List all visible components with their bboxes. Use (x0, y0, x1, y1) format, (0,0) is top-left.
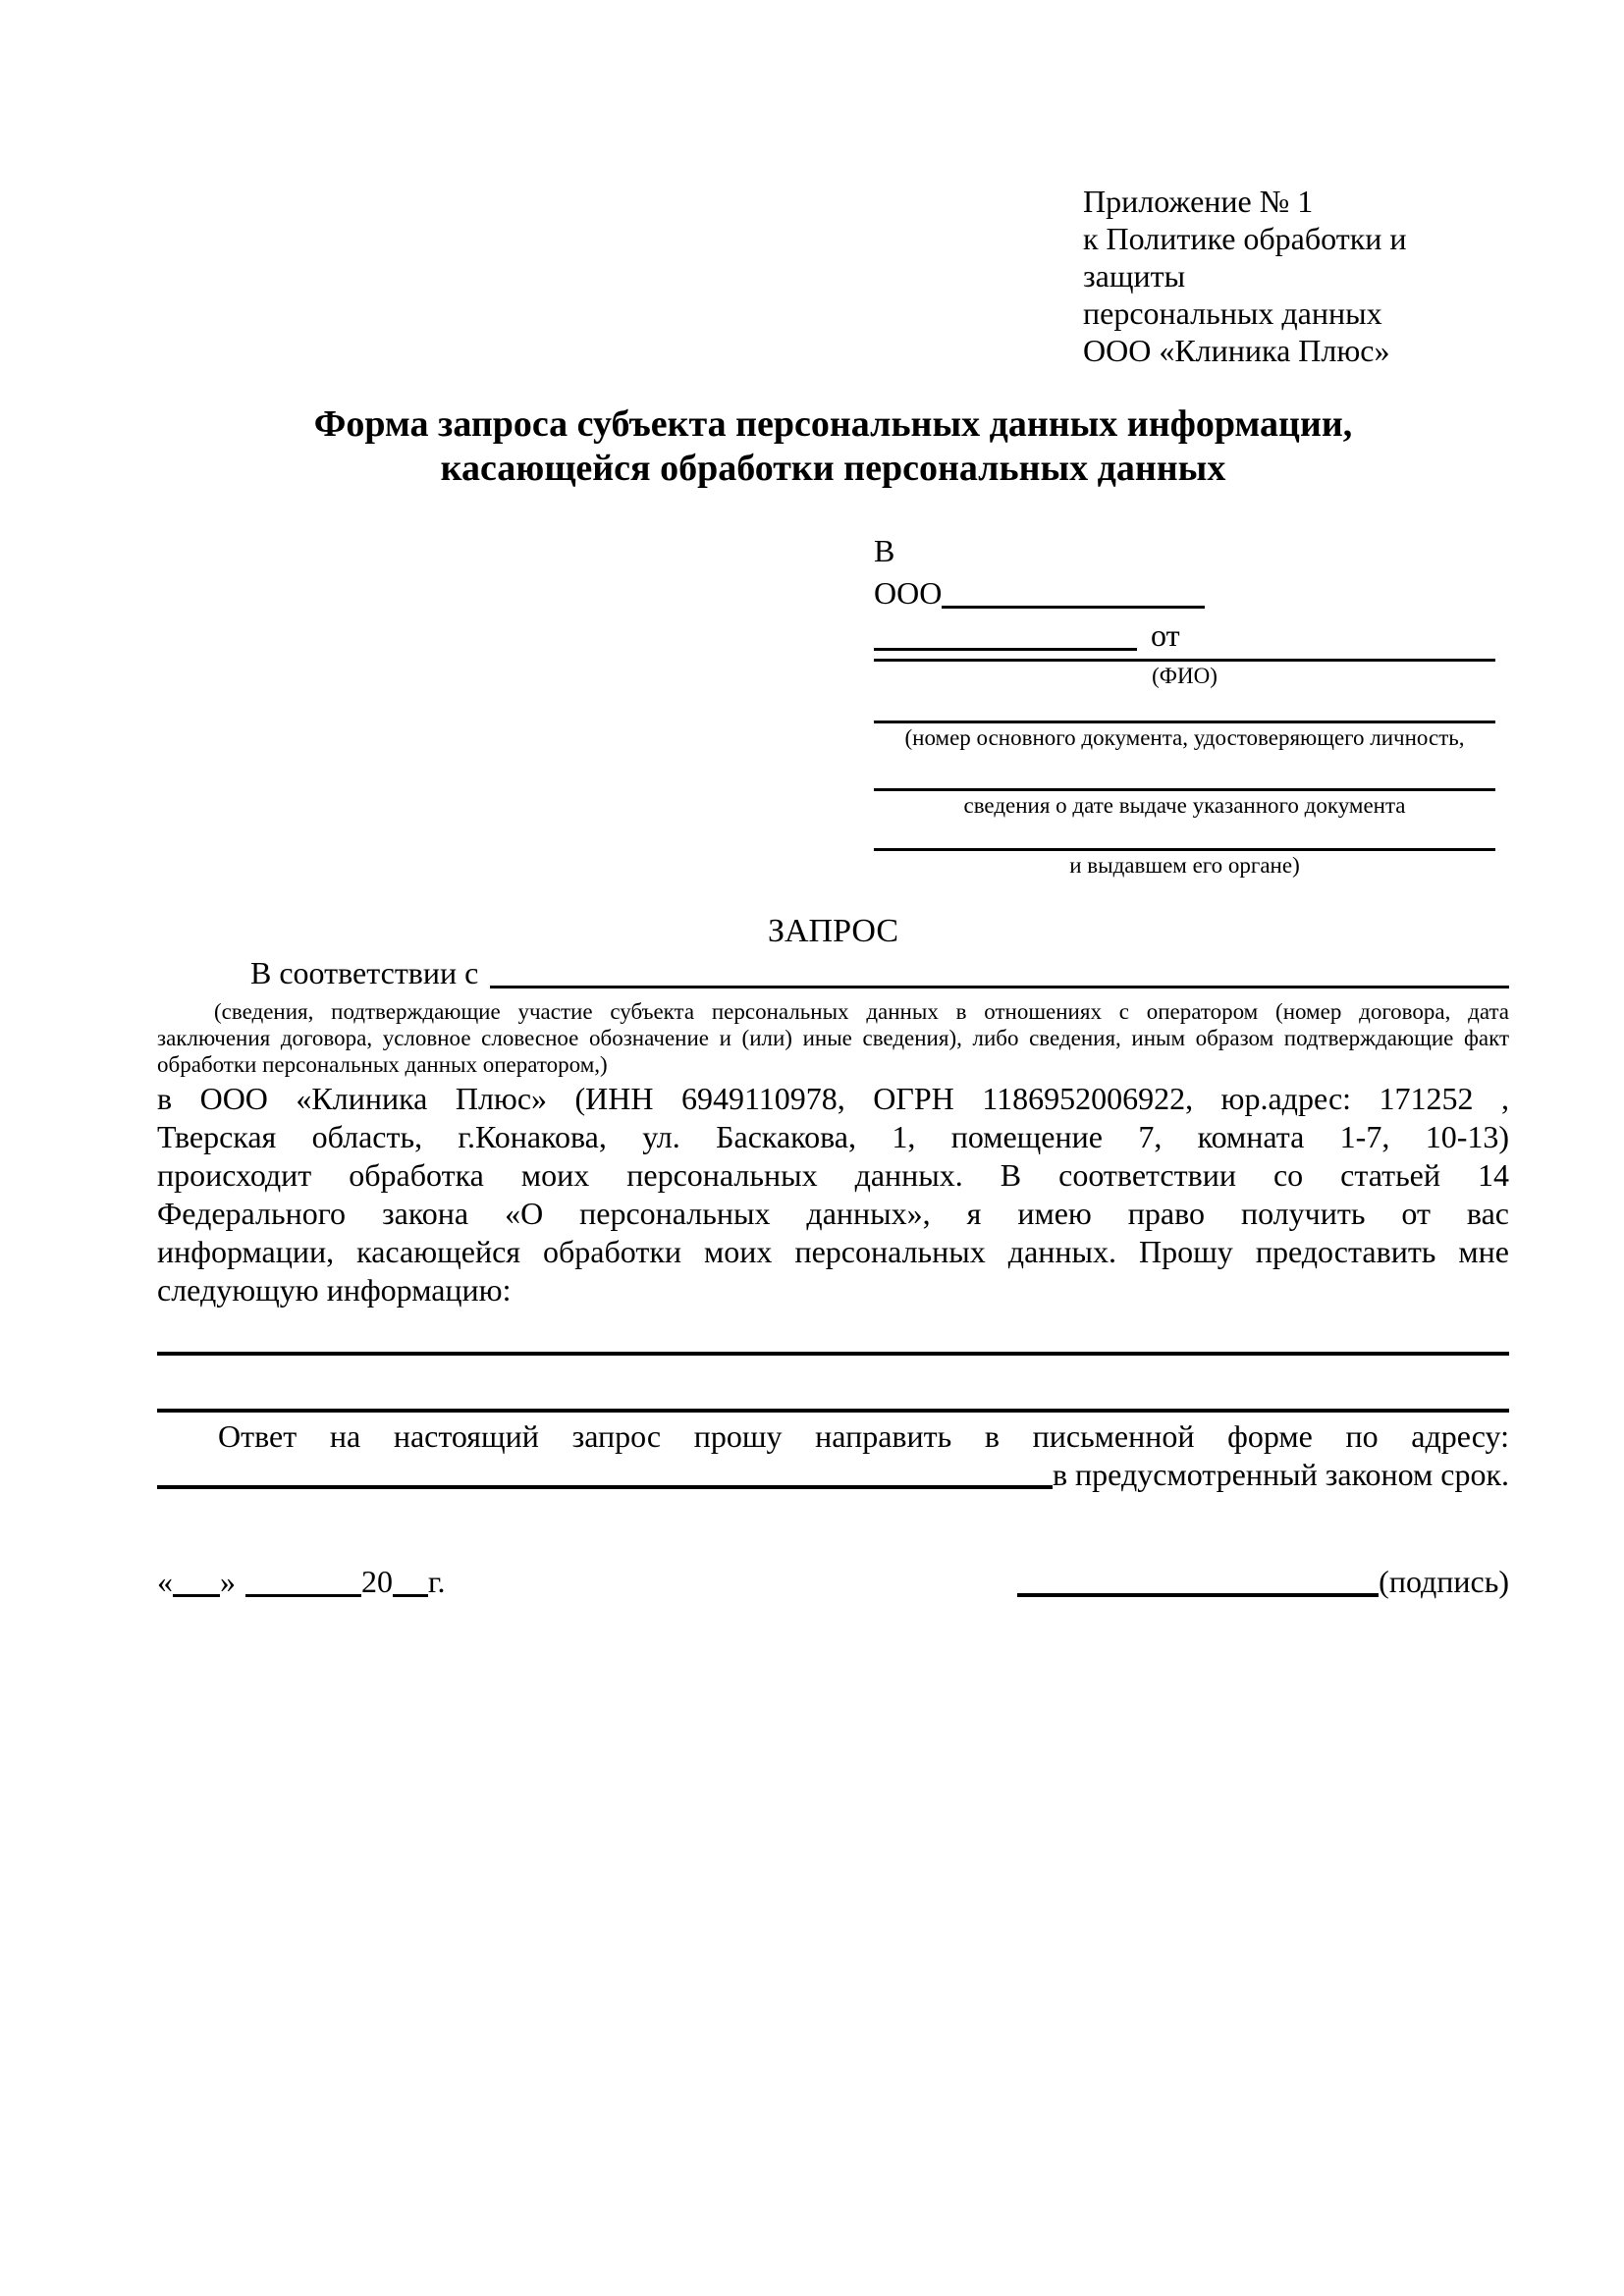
write-in-line-2[interactable] (157, 1356, 1509, 1413)
from-field[interactable] (874, 648, 1137, 651)
reply-suffix: в предусмотренный законом срок. (1052, 1457, 1509, 1492)
body-line: в ООО «Клиника Плюс» (ИНН 6949110978, ОГРН 1186952006922, юр.адрес: 171252 , (157, 1081, 1509, 1116)
signature-row (157, 1561, 1509, 1603)
signature-field[interactable] (1017, 1593, 1379, 1597)
request-body-paragraph (157, 1080, 1509, 1309)
from-suffix: от (1151, 617, 1180, 653)
fineprint-line: обработки персональных данных оператором,) (157, 1052, 608, 1077)
year-suffix: г. (428, 1564, 446, 1599)
accordance-row (157, 952, 1509, 994)
addressee-to-row (874, 530, 1495, 572)
fio-caption: (ФИО) (1152, 664, 1218, 688)
doc-date-caption: сведения о дате выдаче указанного документа (963, 793, 1406, 818)
reply-address-field[interactable] (157, 1485, 1053, 1489)
fineprint-line: (сведения, подтверждающие участие субъекта персональных данных в отношениях с оператором (номер договора, дата (214, 999, 1509, 1024)
appendix-line: Приложение № 1 (1083, 184, 1314, 219)
reply-paragraph: Ответ на настоящий запрос прошу направить в письменной форме по адресу: (218, 1418, 1509, 1454)
date-day-field[interactable] (173, 1594, 220, 1597)
request-heading: ЗАПРОС (767, 913, 899, 949)
date-year-field[interactable] (393, 1594, 428, 1597)
org-name-field[interactable] (942, 606, 1205, 609)
doc-authority-caption: и выдавшем его органе) (1069, 853, 1300, 878)
body-line: информации, касающейся обработки моих персональных данных. Прошу предоставить мне (157, 1234, 1509, 1269)
form-title-line: касающейся обработки персональных данных (440, 448, 1226, 489)
signature-caption: (подпись) (1379, 1564, 1509, 1599)
date-quote-close: » (220, 1564, 236, 1599)
body-line: Федерального закона «О персональных данных», я имею право получить от вас (157, 1196, 1509, 1231)
org-row (874, 572, 1495, 614)
year-prefix: 20 (361, 1564, 393, 1599)
body-line: следующую информацию: (157, 1272, 512, 1308)
from-row (874, 614, 1495, 657)
write-in-line-1[interactable] (157, 1309, 1509, 1356)
form-title (157, 402, 1509, 491)
signature-field-group (1017, 1561, 1509, 1603)
reply-address-row (157, 1456, 1509, 1494)
to-prefix: В (874, 533, 895, 568)
accordance-field[interactable] (490, 986, 1509, 988)
org-prefix: ООО (874, 575, 943, 611)
date-month-field[interactable] (245, 1594, 361, 1597)
form-title-line: Форма запроса субъекта персональных данных информации, (313, 403, 1353, 445)
date-field-group (157, 1561, 446, 1603)
body-line: происходит обработка моих персональных данных. В соответствии со статьей 14 (157, 1157, 1509, 1193)
fineprint-paragraph (157, 998, 1509, 1078)
doc-number-caption: (номер основного документа, удостоверяющего личность, (904, 725, 1465, 750)
fineprint-line: заключения договора, условное словесное обозначение и (или) иные сведения), либо сведения, иным образом подтверждающие факт (157, 1026, 1509, 1050)
accordance-prefix: В соответствии с (250, 955, 479, 990)
date-quote-open: « (157, 1564, 173, 1599)
appendix-line: персональных данных (1083, 295, 1382, 331)
addressee-block (874, 530, 1495, 881)
appendix-header (1083, 183, 1509, 369)
appendix-line: ООО «Клиника Плюс» (1083, 333, 1390, 368)
appendix-line: к Политике обработки и защиты (1083, 221, 1407, 294)
body-line: Тверская область, г.Конакова, ул. Баскакова, 1, помещение 7, комната 1-7, 10-13) (157, 1119, 1509, 1154)
